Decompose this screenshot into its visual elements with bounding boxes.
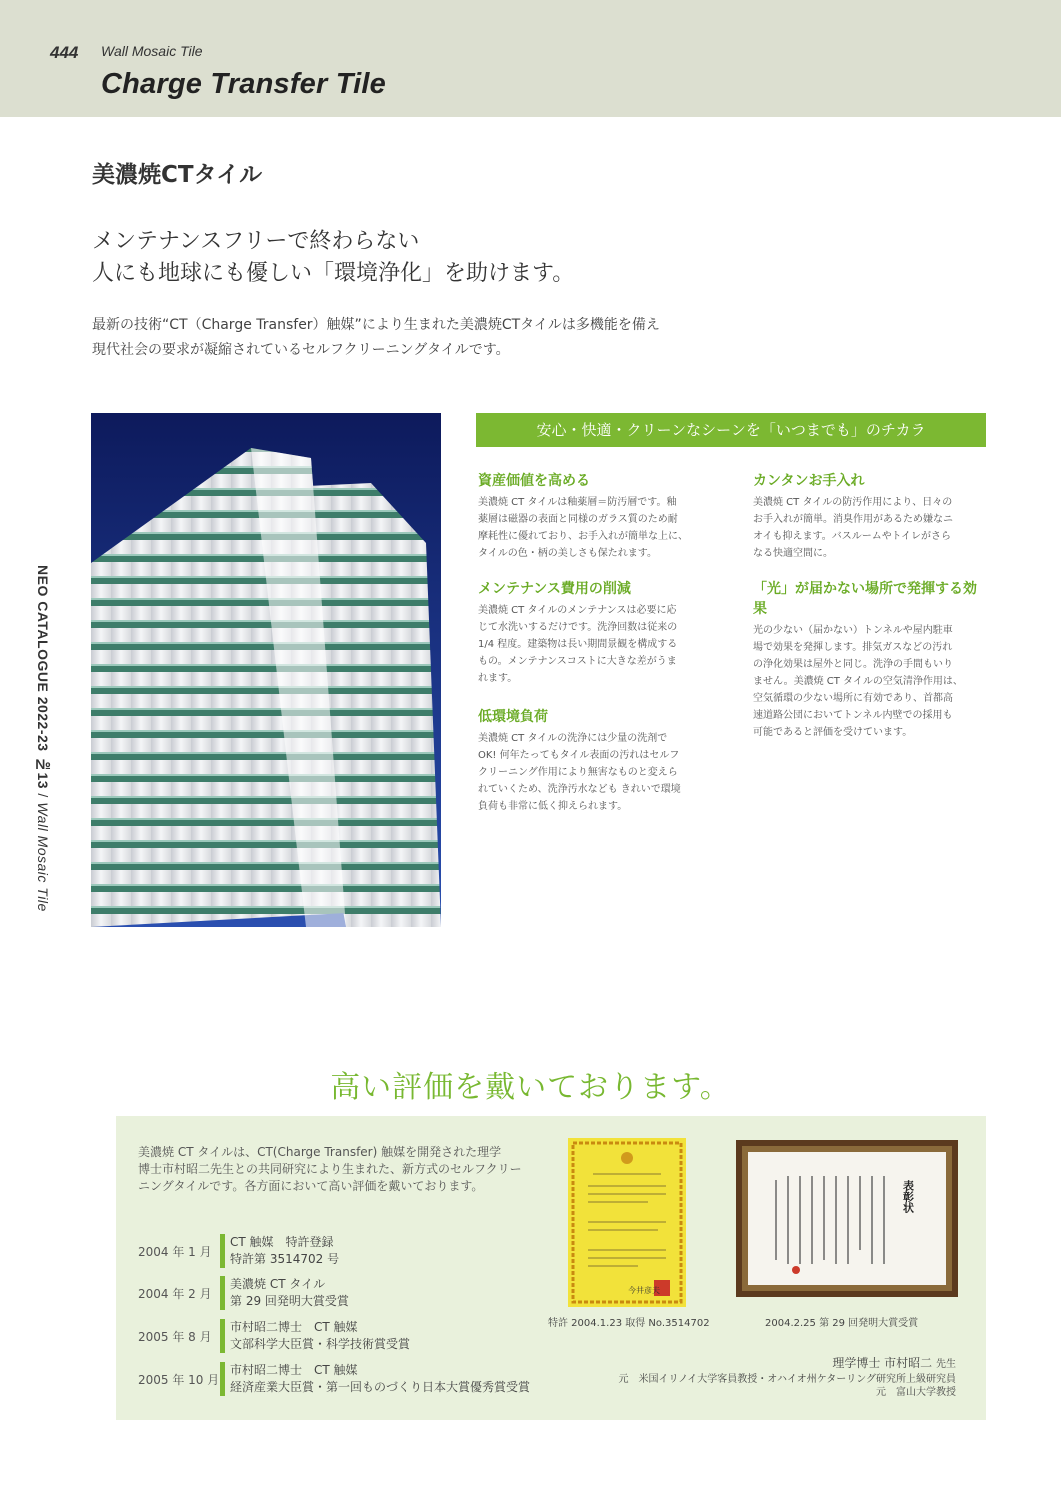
catalogue-name: NEO CATALOGUE 2022-23 №13 [35, 565, 51, 790]
feature-line: 美濃焼 CT タイルの防汚作用により、日々の [753, 497, 953, 508]
feature-line: れます。 [478, 673, 518, 684]
lead-line: 人にも地球にも優しい「環境浄化」を助けます。 [92, 261, 575, 286]
feature-line: 負荷も非常に低く抑えられます。 [478, 801, 628, 812]
side-catalogue-label [35, 565, 51, 912]
feature-body [478, 602, 713, 687]
history-line: 経済産業大臣賞・第一回ものづくり日本大賞優秀賞受賞 [230, 1380, 531, 1394]
history-item [138, 1276, 568, 1310]
professor-career-1: 元 米国イリノイ大学客員教授・オハイオ州ケターリング研究所上級研究員 [618, 1374, 956, 1385]
feature-line: の浄化効果は屋外と同じ。洗浄の手間もいり [753, 659, 953, 670]
feature-line: なる快適空間に。 [753, 548, 833, 559]
product-name: 美濃焼CTタイル [92, 162, 263, 188]
feature-title: 資産価値を高める [478, 473, 590, 489]
feature-line: 美濃焼 CT タイルの洗浄には少量の洗剤で [478, 733, 668, 744]
intro-text [92, 313, 660, 363]
history-text [230, 1234, 339, 1268]
feature-line: オイも抑えます。バスルームやトイレがさら [753, 531, 951, 542]
history-bar [220, 1276, 225, 1310]
award-certificate-image [736, 1140, 958, 1297]
ratings-description [138, 1144, 522, 1195]
feature-title: 低環境負荷 [478, 709, 548, 725]
feature-line: じて水洗いするだけです。洗浄回数は従来の [478, 622, 678, 633]
building-photo [91, 413, 441, 927]
feature-asset-value [478, 470, 713, 562]
feature-line: 薬層は磁器の表面と同様のガラス質のため耐 [478, 514, 678, 525]
history-text [230, 1362, 530, 1396]
feature-body [478, 730, 713, 815]
feature-line: OK! 何年たってもタイル表面の汚れはセルフ [478, 750, 680, 761]
history-text [230, 1276, 349, 1310]
feature-line: 摩耗性に優れており、お手入れが簡単な上に、 [478, 531, 688, 542]
feature-line: お手入れが簡単。消臭作用があるため嫌なニ [753, 514, 953, 525]
feature-line: 光の少ない（届かない）トンネルや屋内駐車 [753, 625, 953, 636]
side-separator: / [35, 789, 51, 803]
feature-line: クリーニング作用により無害なものと変えら [478, 767, 678, 778]
award-caption: 2004.2.25 第 29 回発明大賞受賞 [765, 1318, 919, 1329]
feature-no-light-effect [753, 578, 988, 741]
description-line: 美濃焼 CT タイルは、CT(Charge Transfer) 触媒を開発された理学 [138, 1145, 502, 1159]
history-line: 第 29 回発明大賞受賞 [230, 1294, 349, 1308]
feature-easy-care [753, 470, 988, 562]
feature-title: 「光」が届かない場所で発揮する効果 [753, 581, 977, 617]
history-item [138, 1234, 568, 1268]
feature-line: 美濃焼 CT タイルは釉薬層＝防汚層です。釉 [478, 497, 677, 508]
feature-line: タイルの色・柄の美しさも保たれます。 [478, 548, 657, 559]
feature-body [478, 494, 713, 562]
history-bar [220, 1234, 225, 1268]
feature-line: れていくため、洗浄汚水なども きれいで環境 [478, 784, 681, 795]
history-text [230, 1319, 410, 1353]
feature-line: 場で効果を発揮します。排気ガスなどの汚れ [753, 642, 953, 653]
history-bar [220, 1319, 225, 1353]
professor-name [600, 1354, 956, 1371]
history-line: 文部科学大臣賞・科学技術賞受賞 [230, 1337, 411, 1351]
award-heading: 表彰状 [901, 1180, 915, 1213]
page-number: 444 [50, 43, 79, 62]
feature-banner: 安心・快適・クリーンなシーンを「いつまでも」のチカラ [476, 413, 986, 447]
history-bar [220, 1362, 225, 1396]
history-year: 2004 年 1 月 [138, 1245, 212, 1259]
feature-title: メンテナンス費用の削減 [478, 581, 631, 597]
professor-career-2: 元 富山大学教授 [876, 1387, 956, 1398]
lead-line: メンテナンスフリーで終わらない [92, 229, 420, 254]
history-line: 市村昭二博士 CT 触媒 [230, 1363, 358, 1377]
side-series: Wall Mosaic Tile [35, 802, 51, 912]
description-line: 博士市村昭二先生との共同研究により生まれた、新方式のセルフクリー [138, 1162, 522, 1176]
history-line: 美濃焼 CT タイル [230, 1277, 326, 1291]
page-title: Charge Transfer Tile [101, 68, 386, 100]
history-line: CT 触媒 特許登録 [230, 1235, 334, 1249]
intro-line: 現代社会の要求が凝縮されているセルフクリーニングタイルです。 [92, 342, 510, 358]
feature-maintenance-cost [478, 578, 713, 687]
history-item [138, 1362, 568, 1396]
feature-line: 空気循環の少ない場所に有効であり、首都高 [753, 693, 953, 704]
feature-title: カンタンお手入れ [753, 473, 865, 489]
description-line: ニングタイルです。各方面において高い評価を戴いております。 [138, 1179, 484, 1193]
feature-body [753, 622, 988, 741]
history-item [138, 1319, 568, 1353]
intro-line: 最新の技術“CT（Charge Transfer）触媒”により生まれた美濃焼CTタイルは多機能を備え [92, 317, 660, 333]
lead-text [92, 226, 574, 290]
patent-seal-signature: 今井彦夫 [628, 1286, 660, 1295]
feature-line: 美濃焼 CT タイルのメンテナンスは必要に応 [478, 605, 677, 616]
history-line: 特許第 3514702 号 [230, 1252, 340, 1266]
patent-caption: 特許 2004.1.23 取得 No.3514702 [548, 1318, 710, 1329]
professor-honorific: 先生 [936, 1359, 956, 1370]
professor-name-text: 理学博士 市村昭二 [832, 1356, 933, 1370]
patent-certificate-image [568, 1138, 686, 1307]
feature-low-env-load [478, 706, 713, 815]
series-label: Wall Mosaic Tile [101, 43, 203, 59]
feature-line: 速道路公団においてトンネル内壁での採用も [753, 710, 953, 721]
feature-line: 1/4 程度。建築物は長い期間景観を構成する [478, 639, 678, 650]
history-line: 市村昭二博士 CT 触媒 [230, 1320, 358, 1334]
history-year: 2005 年 8 月 [138, 1330, 212, 1344]
history-year: 2004 年 2 月 [138, 1287, 212, 1301]
feature-body [753, 494, 988, 562]
feature-line: もの。メンテナンスコストに大きな差がうま [478, 656, 677, 667]
ratings-title: 高い評価を戴いております。 [330, 1070, 731, 1105]
feature-line: 可能であると評価を受けています。 [753, 727, 913, 738]
feature-line: ません。美濃焼 CT タイルの空気清浄作用は、 [753, 676, 963, 687]
history-year: 2005 年 10 月 [138, 1373, 220, 1387]
